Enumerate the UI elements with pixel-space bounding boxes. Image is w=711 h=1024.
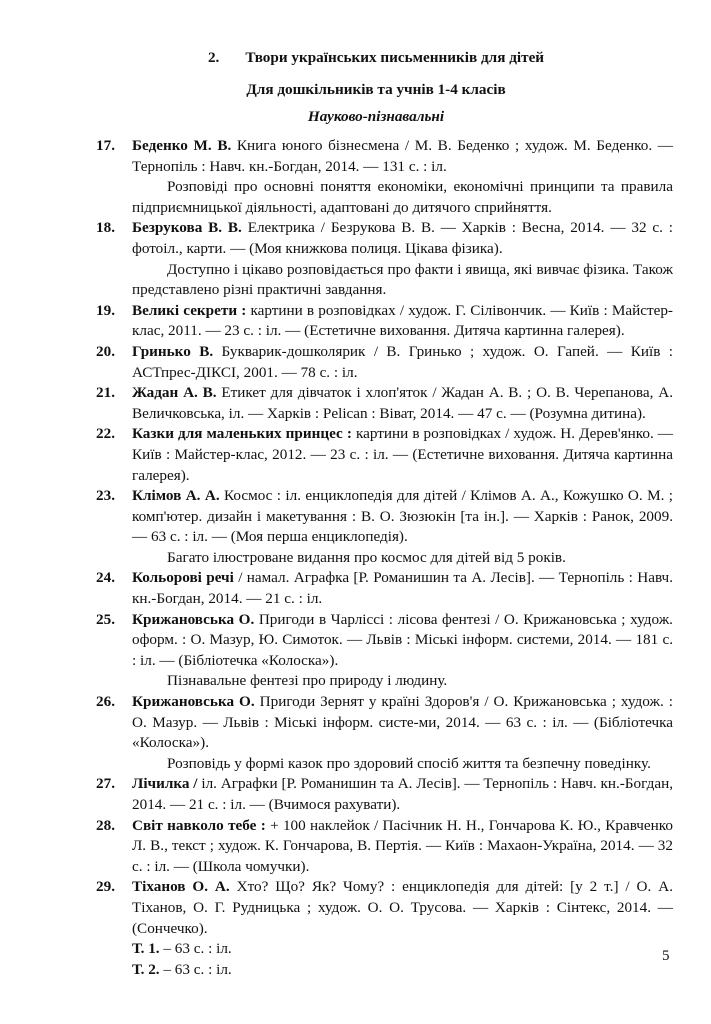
entry-text: картини в розповідках / худож. Н. Дерев'янко. — Київ : Майстер-клас, 2012. — 23 с. : іл. — (Естетичне виховання. Дитяча картинна галерея).: [132, 425, 673, 484]
bibliography-entry: [96, 383, 673, 424]
entry-annotation: Пізнавальне фентезі про природу і людину.: [167, 672, 448, 690]
volume-text: – 63 с. : іл.: [159, 940, 232, 958]
category-heading: Науково-пізнавальні: [307, 108, 445, 125]
entry-description: [132, 136, 673, 177]
entry-number: 29.: [96, 878, 115, 896]
entry-number: 20.: [96, 342, 115, 360]
entry-heading: Клімов А. А.: [132, 487, 220, 505]
entry-text: Космос : іл. енциклопедія для дітей / Клімов А. А., Кожушко О. М. ; комп'ютер. дизайн і макетування : В. О. Зюзюкін [та ін.]. — Харків : Ранок, 2009. — 63 с. : іл. — (Моя перша енциклопедія).: [132, 487, 673, 546]
entry-number: 28.: [96, 816, 115, 834]
entry-heading: Крижановська О.: [132, 693, 255, 711]
entry-heading: Крижановська О.: [132, 610, 255, 628]
entry-heading: Кольорові речі: [132, 569, 234, 587]
entry-text: Електрика / Безрукова В. В. — Харків : Весна, 2014. — 32 с. : фотоіл., карти. — (Моя книжкова полиця. Цікава фізика).: [132, 219, 673, 257]
bibliography-entry: [96, 342, 673, 383]
bibliography-entry: [96, 816, 673, 878]
bibliography-entry: [96, 136, 673, 218]
entry-description: [132, 383, 673, 424]
bibliography-entry: [96, 301, 673, 342]
section-subtitle: Для дошкільників та учнів 1-4 класів: [246, 81, 506, 98]
entry-text: іл. Аграфки [Р. Романишин та А. Лесів]. — Тернопіль : Навч. кн.-Богдан, 2014. — 21 с. : іл. — (Вчимося рахувати).: [132, 775, 673, 813]
entry-heading: Світ навколо тебе :: [132, 816, 266, 834]
entry-number: 26.: [96, 693, 115, 711]
entry-heading: Гринько В.: [132, 342, 214, 360]
entry-heading: Казки для маленьких принцес :: [132, 425, 352, 443]
entry-description: [132, 774, 673, 815]
page-number: 5: [662, 948, 670, 964]
entry-description: [132, 424, 673, 486]
entry-description: [132, 568, 673, 609]
volume-label: Т. 2.: [132, 960, 160, 978]
entry-description: [132, 877, 673, 939]
volume-label: Т. 1.: [132, 940, 160, 958]
section-title: Твори українських письменників для дітей: [245, 49, 545, 66]
volume-line: [96, 939, 673, 960]
entry-heading: Великі секрети :: [132, 301, 247, 319]
section-heading: [96, 48, 656, 69]
entry-annotation: Розповідь у формі казок про здоровий спосіб життя та безпечну поведінку.: [167, 754, 651, 772]
bibliography-entry: [96, 568, 673, 609]
entry-annotation: Розповіді про основні поняття економіки, економічні принципи та правила підприємницької діяльності, адаптовані до дитячого сприйняття.: [132, 178, 673, 216]
entry-description: [132, 218, 673, 259]
entry-description: [132, 610, 673, 672]
entry-annotation: Доступно і цікаво розповідається про факти і явища, які вивчає фізика. Також представлено різні практичні завдання.: [132, 260, 673, 299]
entry-text: Книга юного бізнесмена / М. В. Беденко ; худож. М. Беденко. — Тернопіль : Навч. кн.-Богдан, 2014. — 131 с. : іл.: [132, 137, 673, 175]
bibliography-entry: [96, 486, 673, 568]
entry-text: Пригоди в Чарліссі : лісова фентезі / О. Крижановська ; худож. оформ. : О. Мазур, Ю. Симоток. — Львів : Міські інформ. системи, 2014. — 181 с. : іл. — (Бібліотечка «Колоска»).: [132, 610, 673, 669]
bibliography-entry: [96, 218, 673, 300]
entry-number: 17.: [96, 137, 115, 154]
volume-line: [96, 960, 673, 981]
entry-description: [132, 342, 673, 383]
entry-number: 21.: [96, 384, 115, 402]
entry-text: Хто? Що? Як? Чому? : енциклопедія для дітей: [у 2 т.] / О. А. Тіханов, О. Г. Рудницька ; худож. О. О. Трусова. — Харків : Сінтекс, 2014. — (Сончечко).: [132, 878, 673, 937]
entry-heading: Тіханов О. А.: [132, 878, 230, 896]
entry-description: [132, 816, 673, 878]
entry-text: Пригоди Зернят у країні Здоров'я / О. Крижановська ; худож. : О. Мазур. — Львів : Міські інформ. систе-ми, 2014. — 63 с. : іл. — (Бібліотечка «Колоска»).: [132, 693, 673, 752]
entry-description: [132, 486, 673, 548]
entry-text: Букварик-дошколярик / В. Гринько ; худож. О. Гапей. — Київ : АСТпрес-ДІКСІ, 2001. — 78 с. : іл.: [132, 342, 673, 381]
entry-number: 25.: [96, 610, 115, 628]
entry-heading: Жадан А. В.: [132, 384, 217, 402]
volume-text: – 63 с. : іл.: [159, 960, 232, 978]
bibliography-entry: [96, 692, 673, 774]
bibliography-entry: [96, 877, 673, 939]
entry-heading: Безрукова В. В.: [132, 219, 242, 237]
entry-description: [132, 301, 673, 342]
entry-number: 19.: [96, 301, 115, 319]
bibliography-entry: [96, 610, 673, 692]
entry-text: / намал. Аграфка [Р. Романишин та А. Лесів]. — Тернопіль : Навч. кн.-Богдан, 2014. — 21 с. : іл.: [132, 569, 673, 608]
bibliography-entry: [96, 424, 673, 486]
entry-text: Етикет для дівчаток і хлоп'яток / Жадан А. В. ; О. В. Черепанова, А. Величковська, іл. — Харків : Pelican : Віват, 2014. — 47 с. — (Розумна дитина).: [132, 384, 674, 422]
entry-heading: Беденко М. В.: [132, 137, 232, 154]
entry-number: 22.: [96, 425, 115, 443]
entry-description: [132, 692, 673, 754]
entry-text: картини в розповідках / худож. Г. Сілівончик. — Київ : Майстер-клас, 2011. — 23 с. : іл. — (Естетичне виховання. Дитяча картинна галерея).: [132, 301, 673, 340]
entry-heading: Лічилка /: [132, 775, 198, 793]
entry-number: 23.: [96, 487, 115, 505]
entry-text: + 100 наклейок / Пасічник Н. Н., Гончарова К. Ю., Кравченко Л. В., текст ; худож. К. Гончарова, В. Пертія. — Київ : Махаон-Україна, 2014. — 32 с. : іл. — (Школа чомучки).: [132, 816, 673, 875]
entry-number: 24.: [96, 569, 115, 587]
bibliography-entry: [96, 774, 673, 815]
section-number: 2.: [207, 49, 220, 66]
entry-number: 18.: [96, 219, 115, 237]
entry-number: 27.: [96, 775, 115, 793]
entry-annotation: Багато ілюстроване видання про космос для дітей від 5 років.: [167, 548, 566, 566]
bibliography-list: [96, 136, 673, 980]
